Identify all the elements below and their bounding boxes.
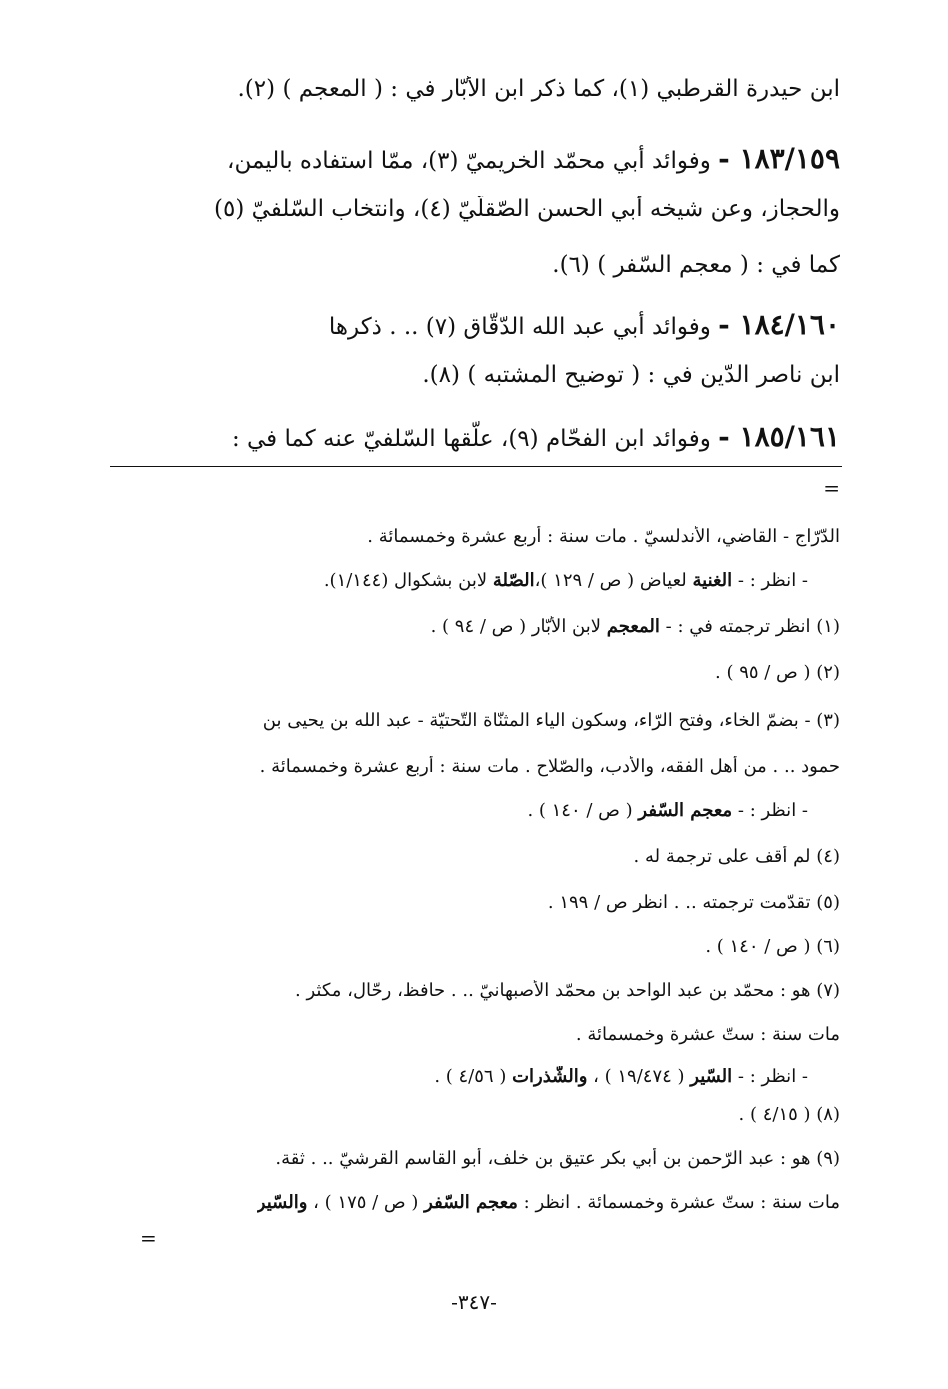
footnote-7-line-3: - انظر : - السّير ( ١٩/٤٧٤ ) ، والشّذرات ( ٤/٥٦ ) . bbox=[434, 1066, 808, 1087]
footnote-3-line-3: - انظر : - معجم السّفر ( ص / ١٤٠ ) . bbox=[527, 800, 808, 821]
footnote-6: (٦) ( ص / ١٤٠ ) . bbox=[705, 936, 840, 957]
footnote-line-1: الدّرّاج - القاضي، الأندلسيّ . مات سنة : أربع عشرة وخمسمائة . bbox=[367, 526, 840, 547]
footnote-2: (٢) ( ص / ٩٥ ) . bbox=[715, 662, 840, 683]
footnote-line-2: - انظر : - الغنية لعياض ( ص / ١٢٩ )،الصّلة لابن بشكوال (١/١٤٤). bbox=[323, 570, 808, 591]
entry-183-line-1 bbox=[227, 142, 840, 175]
footnote-1: (١) انظر ترجمته في : - المعجم لابن الأبّار ( ص / ٩٤ ) . bbox=[430, 616, 840, 637]
page-number: -٣٤٧- bbox=[451, 1290, 497, 1314]
entry-number: ١٨٣/١٥٩ - bbox=[718, 142, 840, 175]
footnote-9-line-2: مات سنة : ستّ عشرة وخمسمائة . انظر : معجم السّفر ( ص / ١٧٥ ) ، والسّير bbox=[256, 1192, 840, 1213]
entry-text: وفوائد أبي محمّد الخريميّ (٣)، ممّا استفاده باليمن، bbox=[227, 148, 711, 174]
footnote-3-line-2: حمود .. . من أهل الفقه، والأدب، والصّلاح . مات سنة : أربع عشرة وخمسمائة . bbox=[259, 756, 840, 777]
footnote-3-line-1: (٣) - بضمّ الخاء، وفتح الرّاء، وسكون الياء المثنّاة التّحتيّة - عبد الله بن يحيى بن bbox=[262, 710, 840, 731]
entry-183-line-2: والحجاز، وعن شيخه أبي الحسن الصّقلّيّ (٤)، وانتخاب السّلفيّ (٥) bbox=[214, 196, 840, 222]
footnote-4: (٤) لم أقف على ترجمة له . bbox=[633, 846, 840, 867]
continuation-mark-top: = bbox=[823, 476, 840, 500]
footnote-separator bbox=[110, 466, 842, 467]
footnote-7-line-2: مات سنة : ستّ عشرة وخمسمائة . bbox=[575, 1024, 840, 1045]
entry-184-line-2: ابن ناصر الدّين في : ( توضيح المشتبه ) (٨). bbox=[422, 362, 840, 388]
entry-number: ١٨٥/١٦١ - bbox=[718, 420, 840, 453]
footnote-9-line-1: (٩) هو : عبد الرّحمن بن أبي بكر عتيق بن خلف، أبو القاسم القرشيّ .. . ثقة. bbox=[275, 1148, 840, 1169]
footnote-5: (٥) تقدّمت ترجمته .. . انظر ص / ١٩٩ . bbox=[547, 892, 840, 913]
continuation-mark-bottom: = bbox=[140, 1226, 157, 1250]
entry-184-line-1 bbox=[329, 308, 840, 341]
entry-number: ١٨٤/١٦٠ - bbox=[718, 308, 840, 341]
entry-185-line-1 bbox=[232, 420, 840, 453]
entry-text: وفوائد أبي عبد الله الدّقّاق (٧) .. . ذكرها bbox=[328, 314, 711, 340]
entry-text: وفوائد ابن الفحّام (٩)، علّقها السّلفيّ عنه كما في : bbox=[231, 426, 711, 452]
footnote-7-line-1: (٧) هو : محمّد بن عبد الواحد بن محمّد الأصبهانيّ .. . حافظ، رحّال، مكثر . bbox=[295, 980, 840, 1001]
footnote-8: (٨) ( ٤/١٥ ) . bbox=[738, 1104, 840, 1125]
main-line-1: ابن حيدرة القرطبي (١)، كما ذكر ابن الأبّار في : ( المعجم ) (٢). bbox=[237, 76, 840, 102]
entry-183-line-3: كما في : ( معجم السّفر ) (٦). bbox=[552, 252, 840, 278]
